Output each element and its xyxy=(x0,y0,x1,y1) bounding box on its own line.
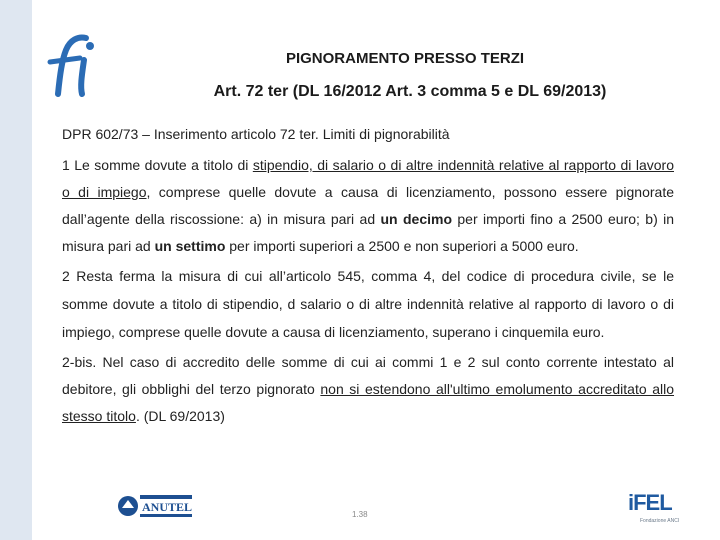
intro-paragraph: DPR 602/73 – Inserimento articolo 72 ter. Limiti di pignorabilità xyxy=(62,126,450,142)
p1-text-1: 1 Le somme dovute a titolo di xyxy=(62,157,253,173)
anutel-logo-icon xyxy=(116,492,194,520)
anutel-logo-text: ANUTEL xyxy=(142,500,193,514)
p1-bold-decimo: un decimo xyxy=(380,211,452,227)
page-number: 1.38 xyxy=(352,510,368,519)
p1-underlined-text: stipendio, di salario o di altre indennità relative al rapporto di lavoro o di impiego xyxy=(62,157,674,200)
paragraph-3 xyxy=(62,349,674,430)
page-title: PIGNORAMENTO PRESSO TERZI xyxy=(285,50,525,67)
body-text xyxy=(62,124,674,430)
paragraph-2: 2 Resta ferma la misura di cui all’articolo 545, comma 4, del codice di procedura civile, se le somme dovute a titolo di stipendio, d salario o di altre indennità relative al rapporto di lavoro o di impiego, comprese quelle dovute a causa di licenziamento, superano i cinquemila euro. xyxy=(62,268,674,340)
p1-bold-settimo: un settimo xyxy=(154,238,226,254)
p1-text-5: per importi fino a 2500 euro; b) in misura pari ad xyxy=(62,211,674,254)
p1-text-7: per importi superiori a 2500 e non superiori a 5000 euro. xyxy=(225,238,579,254)
ifel-logo-subtext: Fondazione ANCI xyxy=(640,518,680,524)
fi-logo-icon xyxy=(44,30,104,102)
p1-text-3: , comprese quelle dovute a causa di licenziamento, possono essere pignorate dall’agente della riscossione: a) in misura pari ad xyxy=(62,184,675,227)
side-band xyxy=(0,0,32,540)
page-subtitle: Art. 72 ter (DL 16/2012 Art. 3 comma 5 e DL 69/2013) xyxy=(213,83,607,100)
p3-text-3: . (DL 69/2013) xyxy=(135,408,225,424)
ifel-logo-text: iFEL xyxy=(628,490,672,515)
paragraph-1 xyxy=(62,152,674,260)
ifel-logo-icon xyxy=(628,490,684,526)
p3-text-1: 2-bis. Nel caso di accredito delle somme di cui ai commi 1 e 2 sul conto corrente intestato al debitore, gli obblighi del terzo pignorato xyxy=(62,354,674,397)
p3-underlined-text: non si estendono all'ultimo emolumento accreditato allo stesso titolo xyxy=(62,381,675,424)
